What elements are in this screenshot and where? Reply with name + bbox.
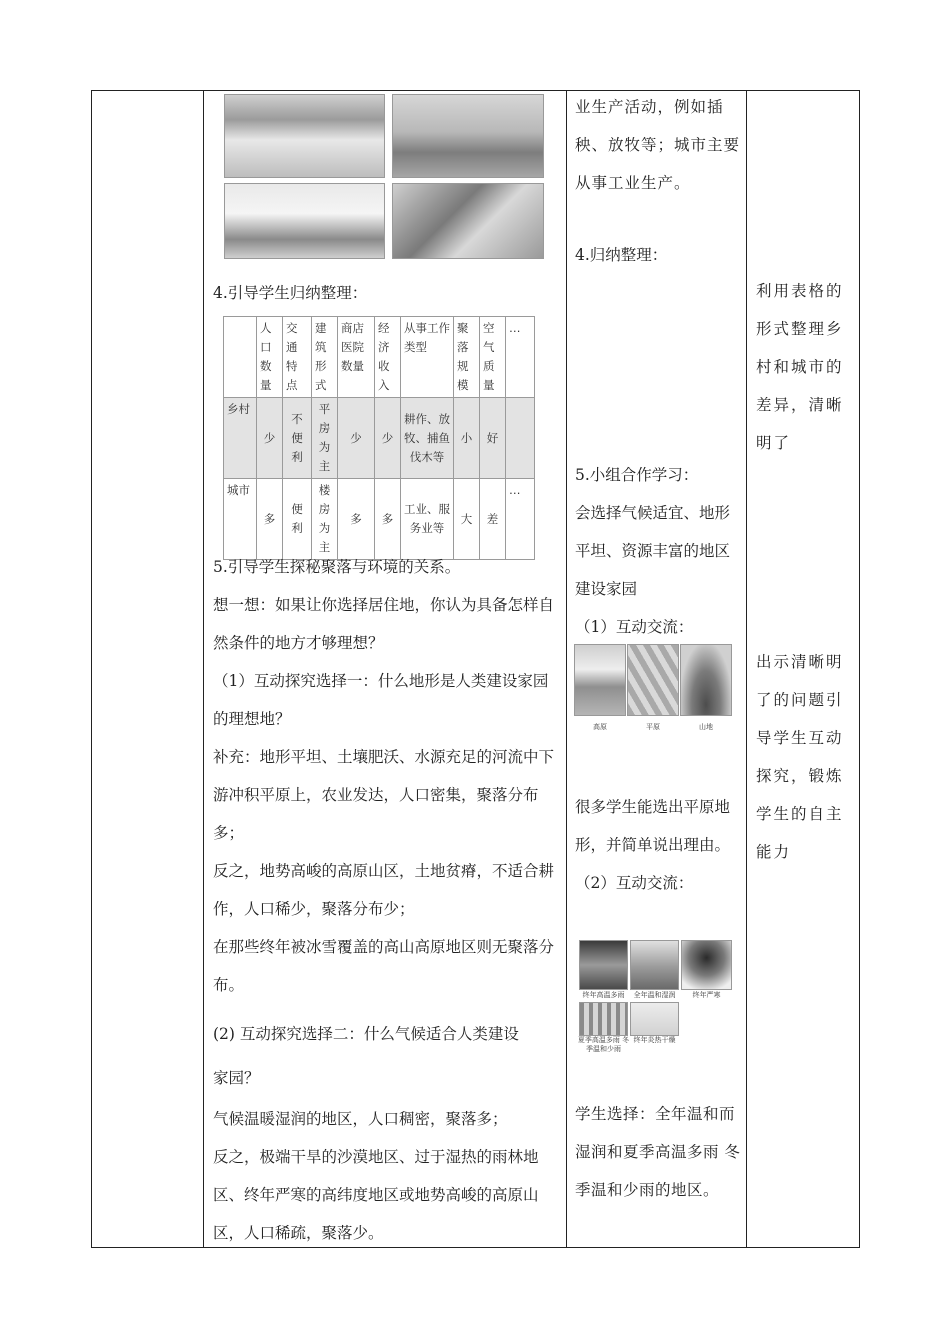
office-photo <box>224 183 385 259</box>
table-cell: 少 <box>375 398 401 479</box>
table-cell: 小 <box>454 398 480 479</box>
temperate-photo <box>630 940 679 990</box>
table-cell: 楼房为主 <box>312 479 338 560</box>
table-cell: 好 <box>480 398 506 479</box>
photo-caption: 终年炎热干燥 <box>633 1036 676 1044</box>
table-cell: 不便利 <box>283 398 312 479</box>
photo-caption: 终年高温多雨 <box>582 991 625 999</box>
rural-urban-comparison-table <box>223 316 535 560</box>
climate-warm-text: 气候温暖湿润的地区，人口稠密，聚落多； <box>213 1110 508 1128</box>
interaction-one: （1）互动交流： <box>575 618 694 636</box>
group-study-text: 会选择气候适宜、地形平坦、资源丰富的地区建设家园 <box>575 504 731 598</box>
table-header-cell: 聚落规模 <box>454 317 480 398</box>
table-cell: … <box>506 479 535 560</box>
table-cell: 少 <box>257 398 283 479</box>
group-study-heading: 5.小组合作学习： <box>575 466 699 484</box>
photo-caption: 山地 <box>699 723 713 731</box>
table-header-cell <box>224 317 257 398</box>
student-terrain-answer <box>575 788 741 902</box>
table-cell: 便利 <box>283 479 312 560</box>
terrain-answer-text: 很多学生能选出平原地形，并简单说出理由。 <box>575 798 731 854</box>
table-cell: 乡村 <box>224 398 257 479</box>
table-cell: 平房为主 <box>312 398 338 479</box>
table-header-cell: 经济收入 <box>375 317 401 398</box>
explore-two-cont: 家园？ <box>213 1069 260 1087</box>
table-header-cell: 建筑形式 <box>312 317 338 398</box>
explore-two: (2) 互动探究选择二：什么气候适合人类建设 <box>213 1025 519 1043</box>
table-cell: 大 <box>454 479 480 560</box>
step-5-heading: 5.引导学生探秘聚落与环境的关系。 <box>213 558 461 576</box>
student-step-5 <box>575 456 741 646</box>
table-header-cell: 人口数量 <box>257 317 283 398</box>
desert-photo <box>630 1002 679 1036</box>
monsoon-photo <box>579 1002 628 1036</box>
table-header-cell: 空气质量 <box>480 317 506 398</box>
climate-answer-text: 学生选择：全年温和而湿润和夏季高温多雨 冬季温和少雨的地区。 <box>575 1105 741 1199</box>
column-divider <box>746 90 747 1248</box>
ice-snow-text: 在那些终年被冰雪覆盖的高山高原地区则无聚落分布。 <box>213 938 555 994</box>
column-divider <box>203 90 204 1248</box>
design-intent-1-text: 利用表格的形式整理乡村和城市的差异，清晰明了 <box>756 282 844 452</box>
table-cell: 工业、服务业等 <box>401 479 454 560</box>
table-header-cell: 交通特点 <box>283 317 312 398</box>
photo-caption: 全年温和湿润 <box>633 991 676 999</box>
factory-photo <box>392 183 544 259</box>
design-intent-1 <box>756 272 854 462</box>
rainforest-photo <box>579 940 628 990</box>
teacher-step-4 <box>213 274 558 312</box>
teacher-steps-5 <box>213 548 558 1252</box>
supplement-text: 补充：地形平坦、土壤肥沃、水源充足的河流中下游冲积平原上，农业发达，人口密集，聚落分布多； <box>213 748 555 842</box>
table-cell: 城市 <box>224 479 257 560</box>
student-climate-answer <box>575 1095 741 1209</box>
student-step-4 <box>575 236 741 274</box>
think-question: 想一想：如果让你选择居住地，你认为具备怎样自然条件的地方才够理想？ <box>213 596 555 652</box>
photo-caption: 平原 <box>646 723 660 731</box>
climate-contrast-text: 反之，极端干旱的沙漠地区、过于湿热的雨林地区、终年严寒的高纬度地区或地势高峻的高原山区，人口稀疏，聚落少。 <box>213 1148 539 1242</box>
herding-photo <box>392 94 544 178</box>
polar-photo <box>681 940 732 990</box>
table-header-cell: 商店医院数量 <box>338 317 375 398</box>
student-activity-text: 业生产活动，例如插秧、放牧等；城市主要从事工业生产。 <box>575 98 741 192</box>
step-4-text: 4.引导学生归纳整理： <box>213 284 368 302</box>
table-cell: 多 <box>338 479 375 560</box>
table-cell: 多 <box>375 479 401 560</box>
table-cell: 差 <box>480 479 506 560</box>
contrast-text: 反之，地势高峻的高原山区，土地贫瘠，不适合耕作，人口稀少，聚落分布少； <box>213 862 555 918</box>
design-intent-2-text: 出示清晰明了的问题引导学生互动探究，锻炼学生的自主能力 <box>756 653 844 861</box>
table-cell: 多 <box>257 479 283 560</box>
table-cell: 少 <box>338 398 375 479</box>
plain-photo <box>627 644 679 716</box>
explore-one: （1）互动探究选择一：什么地形是人类建设家园的理想地？ <box>213 672 549 728</box>
photo-caption: 终年严寒 <box>692 991 721 999</box>
rice-transplanting-photo <box>224 94 385 178</box>
table-row-rural <box>224 398 535 479</box>
mountain-photo <box>680 644 732 716</box>
table-cell: 耕作、放牧、捕鱼伐木等 <box>401 398 454 479</box>
design-intent-2 <box>756 643 854 871</box>
table-header-row <box>224 317 535 398</box>
photo-caption: 夏季高温多雨 冬季温和少雨 <box>577 1036 630 1053</box>
photo-caption: 高原 <box>593 723 607 731</box>
table-header-cell: … <box>506 317 535 398</box>
interaction-two: （2）互动交流： <box>575 874 694 892</box>
plateau-photo <box>574 644 626 716</box>
table-cell <box>506 398 535 479</box>
summarize-text: 4.归纳整理： <box>575 246 668 264</box>
student-activity-1 <box>575 88 741 202</box>
table-header-cell: 从事工作类型 <box>401 317 454 398</box>
column-divider <box>566 90 567 1248</box>
